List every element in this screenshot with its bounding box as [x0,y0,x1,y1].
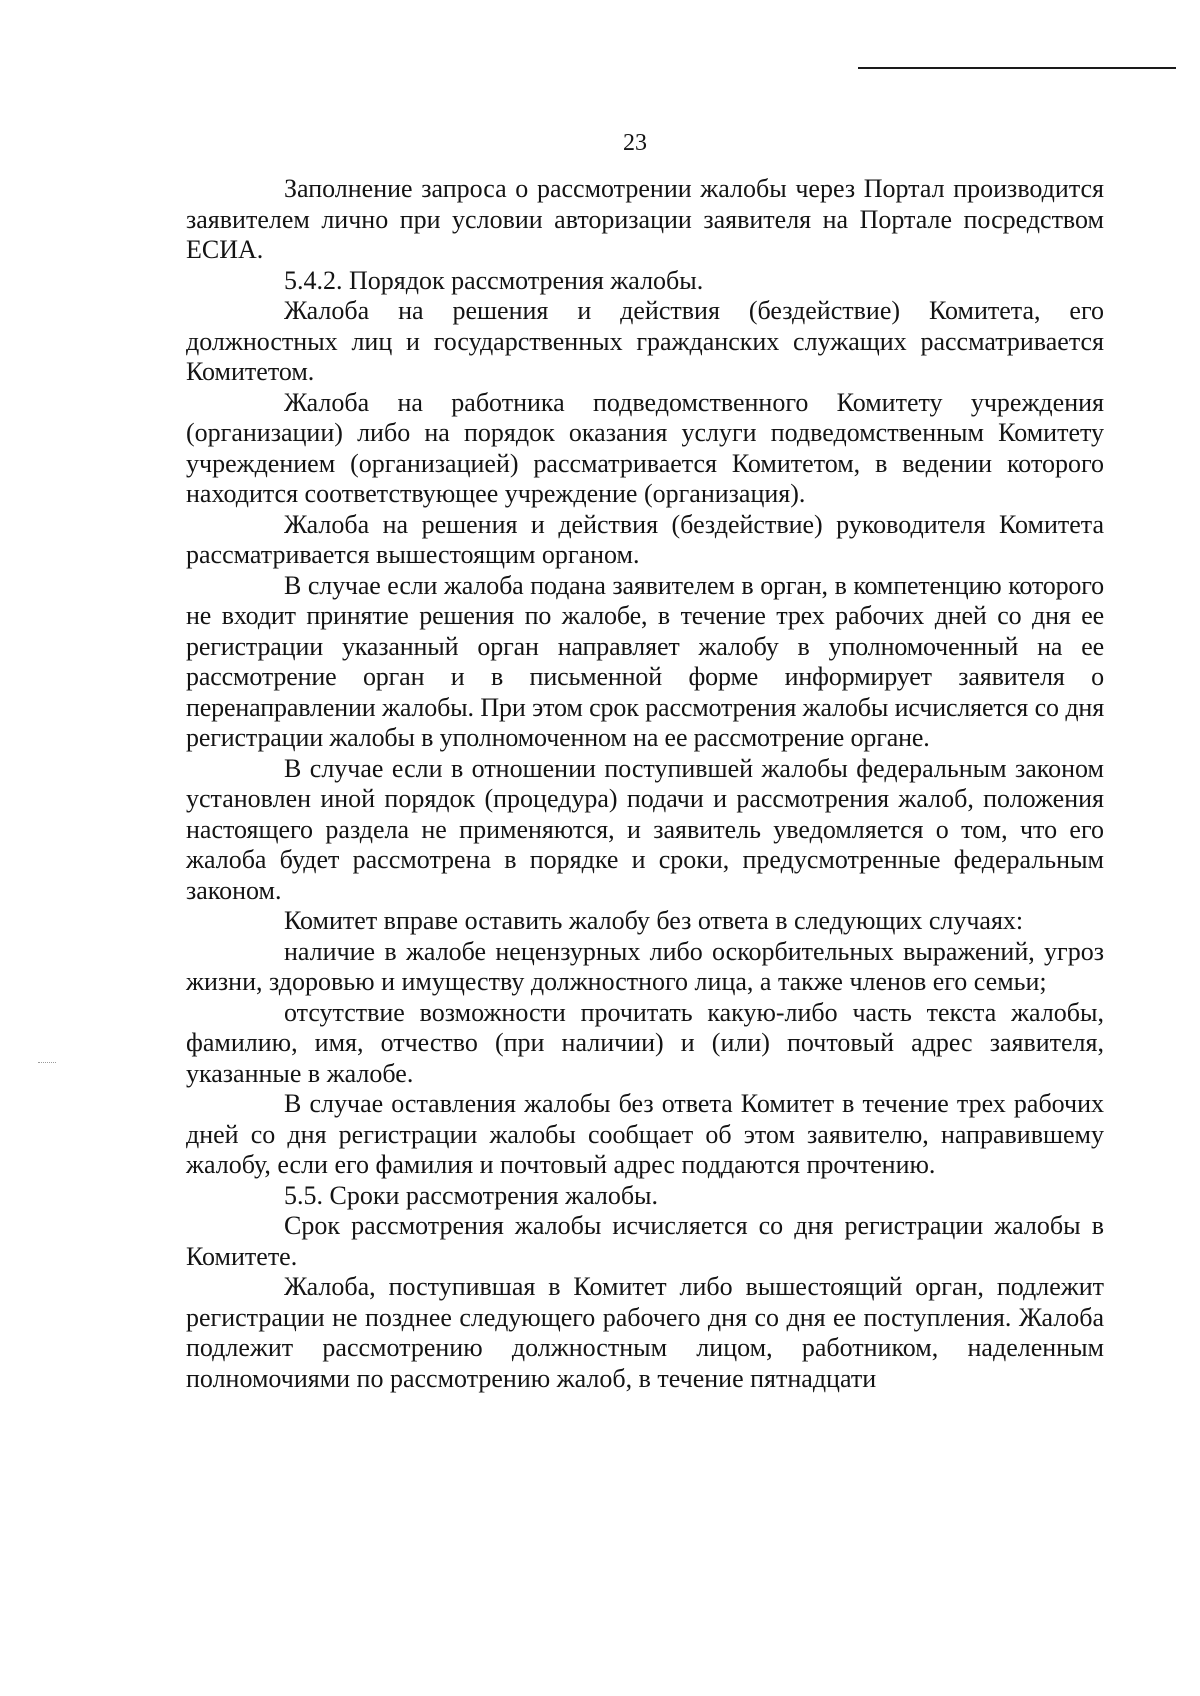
section-heading-5-4-2: 5.4.2. Порядок рассмотрения жалобы. [284,265,704,295]
scan-margin-mark [38,1062,56,1063]
paragraph-federal-law: В случае если в отношении поступившей жалобы федеральным законом установлен иной порядок (процедура) подачи и рассмотрения жалоб, положения настоящего раздела не применяются, и заявитель уведомляется о том, что его жалоба будет рассмотрена в порядке и сроки, предусмотренные федеральным законом. [186,753,1104,905]
paragraph-redirection: В случае если жалоба подана заявителем в орган, в компетенцию которого не входит принятие решения по жалобе, в течение трех рабочих дней со дня ее регистрации указанный орган направляет жалобу в уполномоченный на ее рассмотрение орган и в письменной форме информирует заявителя о перенаправлении жалобы. При этом срок рассмотрения жалобы исчисляется со дня регистрации жалобы в уполномоченном на ее рассмотрение органе. [186,570,1104,752]
paragraph-portal-request: Заполнение запроса о рассмотрении жалобы через Портал производится заявителем лично при условии авторизации заявителя на Портале посредством ЕСИА. [186,174,1104,264]
list-item-unreadable-text: отсутствие возможности прочитать какую-либо часть текста жалобы, фамилию, имя, отчество (при наличии) и (или) почтовый адрес заявителя, указанные в жалобе. [186,997,1104,1088]
header-rule [858,67,1176,69]
paragraph-no-answer-cases: Комитет вправе оставить жалобу без ответа в следующих случаях: [284,906,1024,935]
section-heading-5-5: 5.5. Сроки рассмотрения жалобы. [284,1180,659,1210]
list-item-obscene-language: наличие в жалобе нецензурных либо оскорбительных выражений, угроз жизни, здоровью и имуществу должностного лица, а также членов его семьи; [186,936,1104,996]
paragraph-notification: В случае оставления жалобы без ответа Комитет в течение трех рабочих дней со дня регистрации жалобы сообщает об этом заявителю, направившему жалобу, если его фамилия и почтовый адрес поддаются прочтению. [186,1089,1104,1179]
paragraph-review-start: Срок рассмотрения жалобы исчисляется со дня регистрации жалобы в Комитете. [186,1211,1104,1271]
paragraph-registration-deadline: Жалоба, поступившая в Комитет либо вышестоящий орган, подлежит регистрации не позднее следующего рабочего дня со дня ее поступления. Жалоба подлежит рассмотрению должностным лицом, работником, наделенным полномочиями по рассмотрению жалоб, в течение пятнадцати [186,1272,1104,1393]
paragraph-committee-review: Жалоба на решения и действия (бездействие) Комитета, его должностных лиц и государственных гражданских служащих рассматривается Комитетом. [186,296,1104,386]
document-body [186,174,1104,1394]
paragraph-subordinate-institution: Жалоба на работника подведомственного Комитету учреждения (организации) либо на порядок оказания услуги подведомственным Комитету учреждением (организацией) рассматривается Комитетом, в ведении которого находится соответствующее учреждение (организация). [186,387,1104,508]
paragraph-head-of-committee: Жалоба на решения и действия (бездействие) руководителя Комитета рассматривается вышестоящим органом. [186,509,1104,569]
page-number: 23 [623,130,647,156]
